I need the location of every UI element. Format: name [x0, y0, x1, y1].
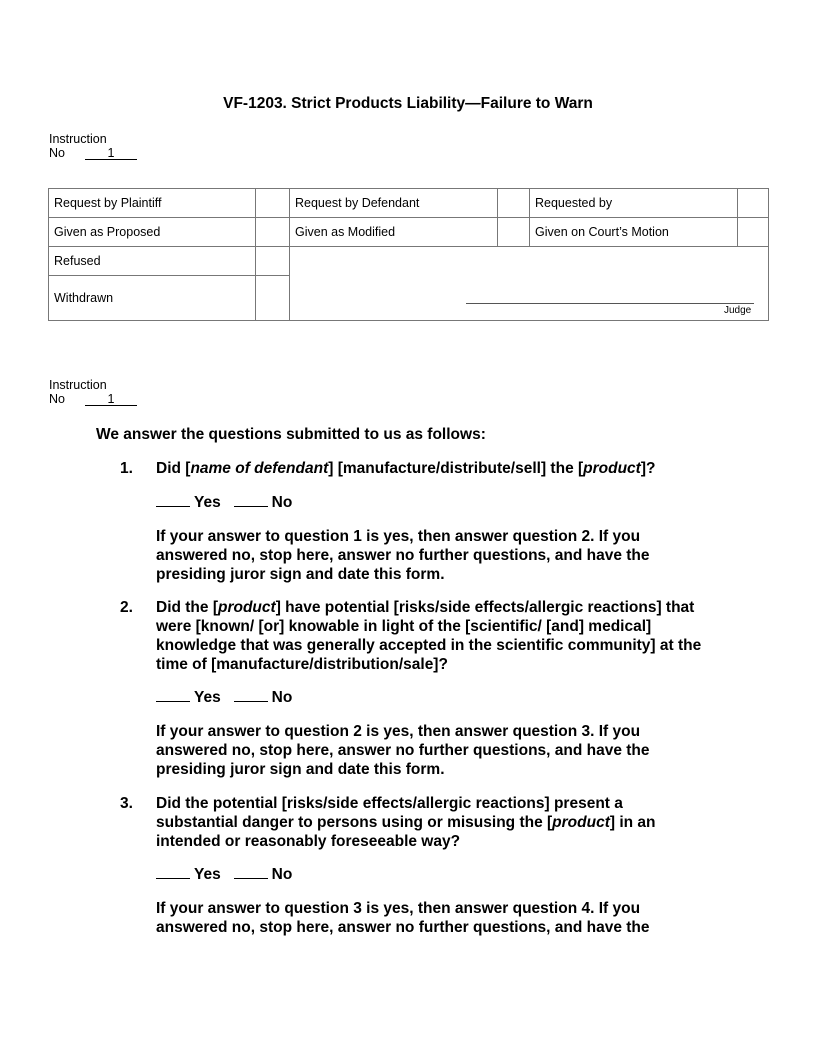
instruction-number-block-2 — [49, 378, 137, 406]
instruction-label: Instruction — [49, 378, 107, 392]
cell-refused: Refused — [49, 247, 256, 276]
checkbox-request-plaintiff[interactable] — [256, 189, 290, 218]
checkbox-requested-by[interactable] — [738, 189, 769, 218]
checkbox-given-as-modified[interactable] — [498, 218, 530, 247]
answer-row-2: Yes No — [156, 688, 736, 707]
yes-blank[interactable] — [156, 878, 190, 879]
cell-given-as-modified: Given as Modified — [290, 218, 498, 247]
instruction-number: 1 — [85, 147, 137, 160]
cell-request-plaintiff: Request by Plaintiff — [49, 189, 256, 218]
request-table — [48, 188, 769, 321]
judge-signature-line[interactable] — [466, 303, 754, 304]
instruction-number: 1 — [85, 393, 137, 406]
yes-blank[interactable] — [156, 701, 190, 702]
question-1-followup: If your answer to question 1 is yes, then answer question 2. If you answered no, stop here, answer no further questions, and have the presiding juror sign and date this form. — [156, 528, 650, 583]
cell-given-as-proposed: Given as Proposed — [49, 218, 256, 247]
answer-row-1: Yes No — [156, 493, 736, 512]
cell-request-defendant: Request by Defendant — [290, 189, 498, 218]
checkbox-given-courts-motion[interactable] — [738, 218, 769, 247]
intro-text: We answer the questions submitted to us as follows: — [96, 426, 486, 443]
cell-given-courts-motion: Given on Court’s Motion — [530, 218, 738, 247]
checkbox-given-as-proposed[interactable] — [256, 218, 290, 247]
page-title: VF-1203. Strict Products Liability—Failure to Warn — [223, 95, 593, 112]
question-number: 2. — [120, 599, 133, 616]
checkbox-request-defendant[interactable] — [498, 189, 530, 218]
no-label: No — [49, 392, 65, 406]
yes-blank[interactable] — [156, 506, 190, 507]
judge-label: Judge — [724, 305, 752, 316]
question-number: 1. — [120, 460, 133, 477]
question-2-followup: If your answer to question 2 is yes, then answer question 3. If you answered no, stop here, answer no further questions, and have the presiding juror sign and date this form. — [156, 723, 650, 778]
no-blank[interactable] — [234, 701, 268, 702]
checkbox-withdrawn[interactable] — [256, 276, 290, 321]
no-blank[interactable] — [234, 878, 268, 879]
cell-requested-by: Requested by — [530, 189, 738, 218]
instruction-number-block — [49, 132, 137, 160]
judge-signature-area — [290, 247, 769, 321]
answer-row-3: Yes No — [156, 865, 736, 884]
question-2-text: Did the [product] have potential [risks/side effects/allergic reactions] that were [known/ [or] knowable in light of the [scientific/ [and] medical] knowledge that was generally accepted in the scientific community] at the time of [manufacture/distribution/sale]? — [156, 599, 702, 673]
no-blank[interactable] — [234, 506, 268, 507]
checkbox-refused[interactable] — [256, 247, 290, 276]
cell-withdrawn: Withdrawn — [49, 276, 256, 321]
question-number: 3. — [120, 795, 133, 812]
instruction-label: Instruction — [49, 132, 107, 146]
question-3-text: Did the potential [risks/side effects/allergic reactions] present a substantial danger to persons using or misusing the [product] in an intended or reasonably foreseeable way? — [156, 795, 656, 850]
question-3-followup: If your answer to question 3 is yes, then answer question 4. If you answered no, stop here, answer no further questions, and have the — [156, 900, 650, 936]
no-label: No — [49, 146, 65, 160]
question-1-text: Did [name of defendant] [manufacture/distribute/sell] the [product]? — [156, 460, 656, 477]
